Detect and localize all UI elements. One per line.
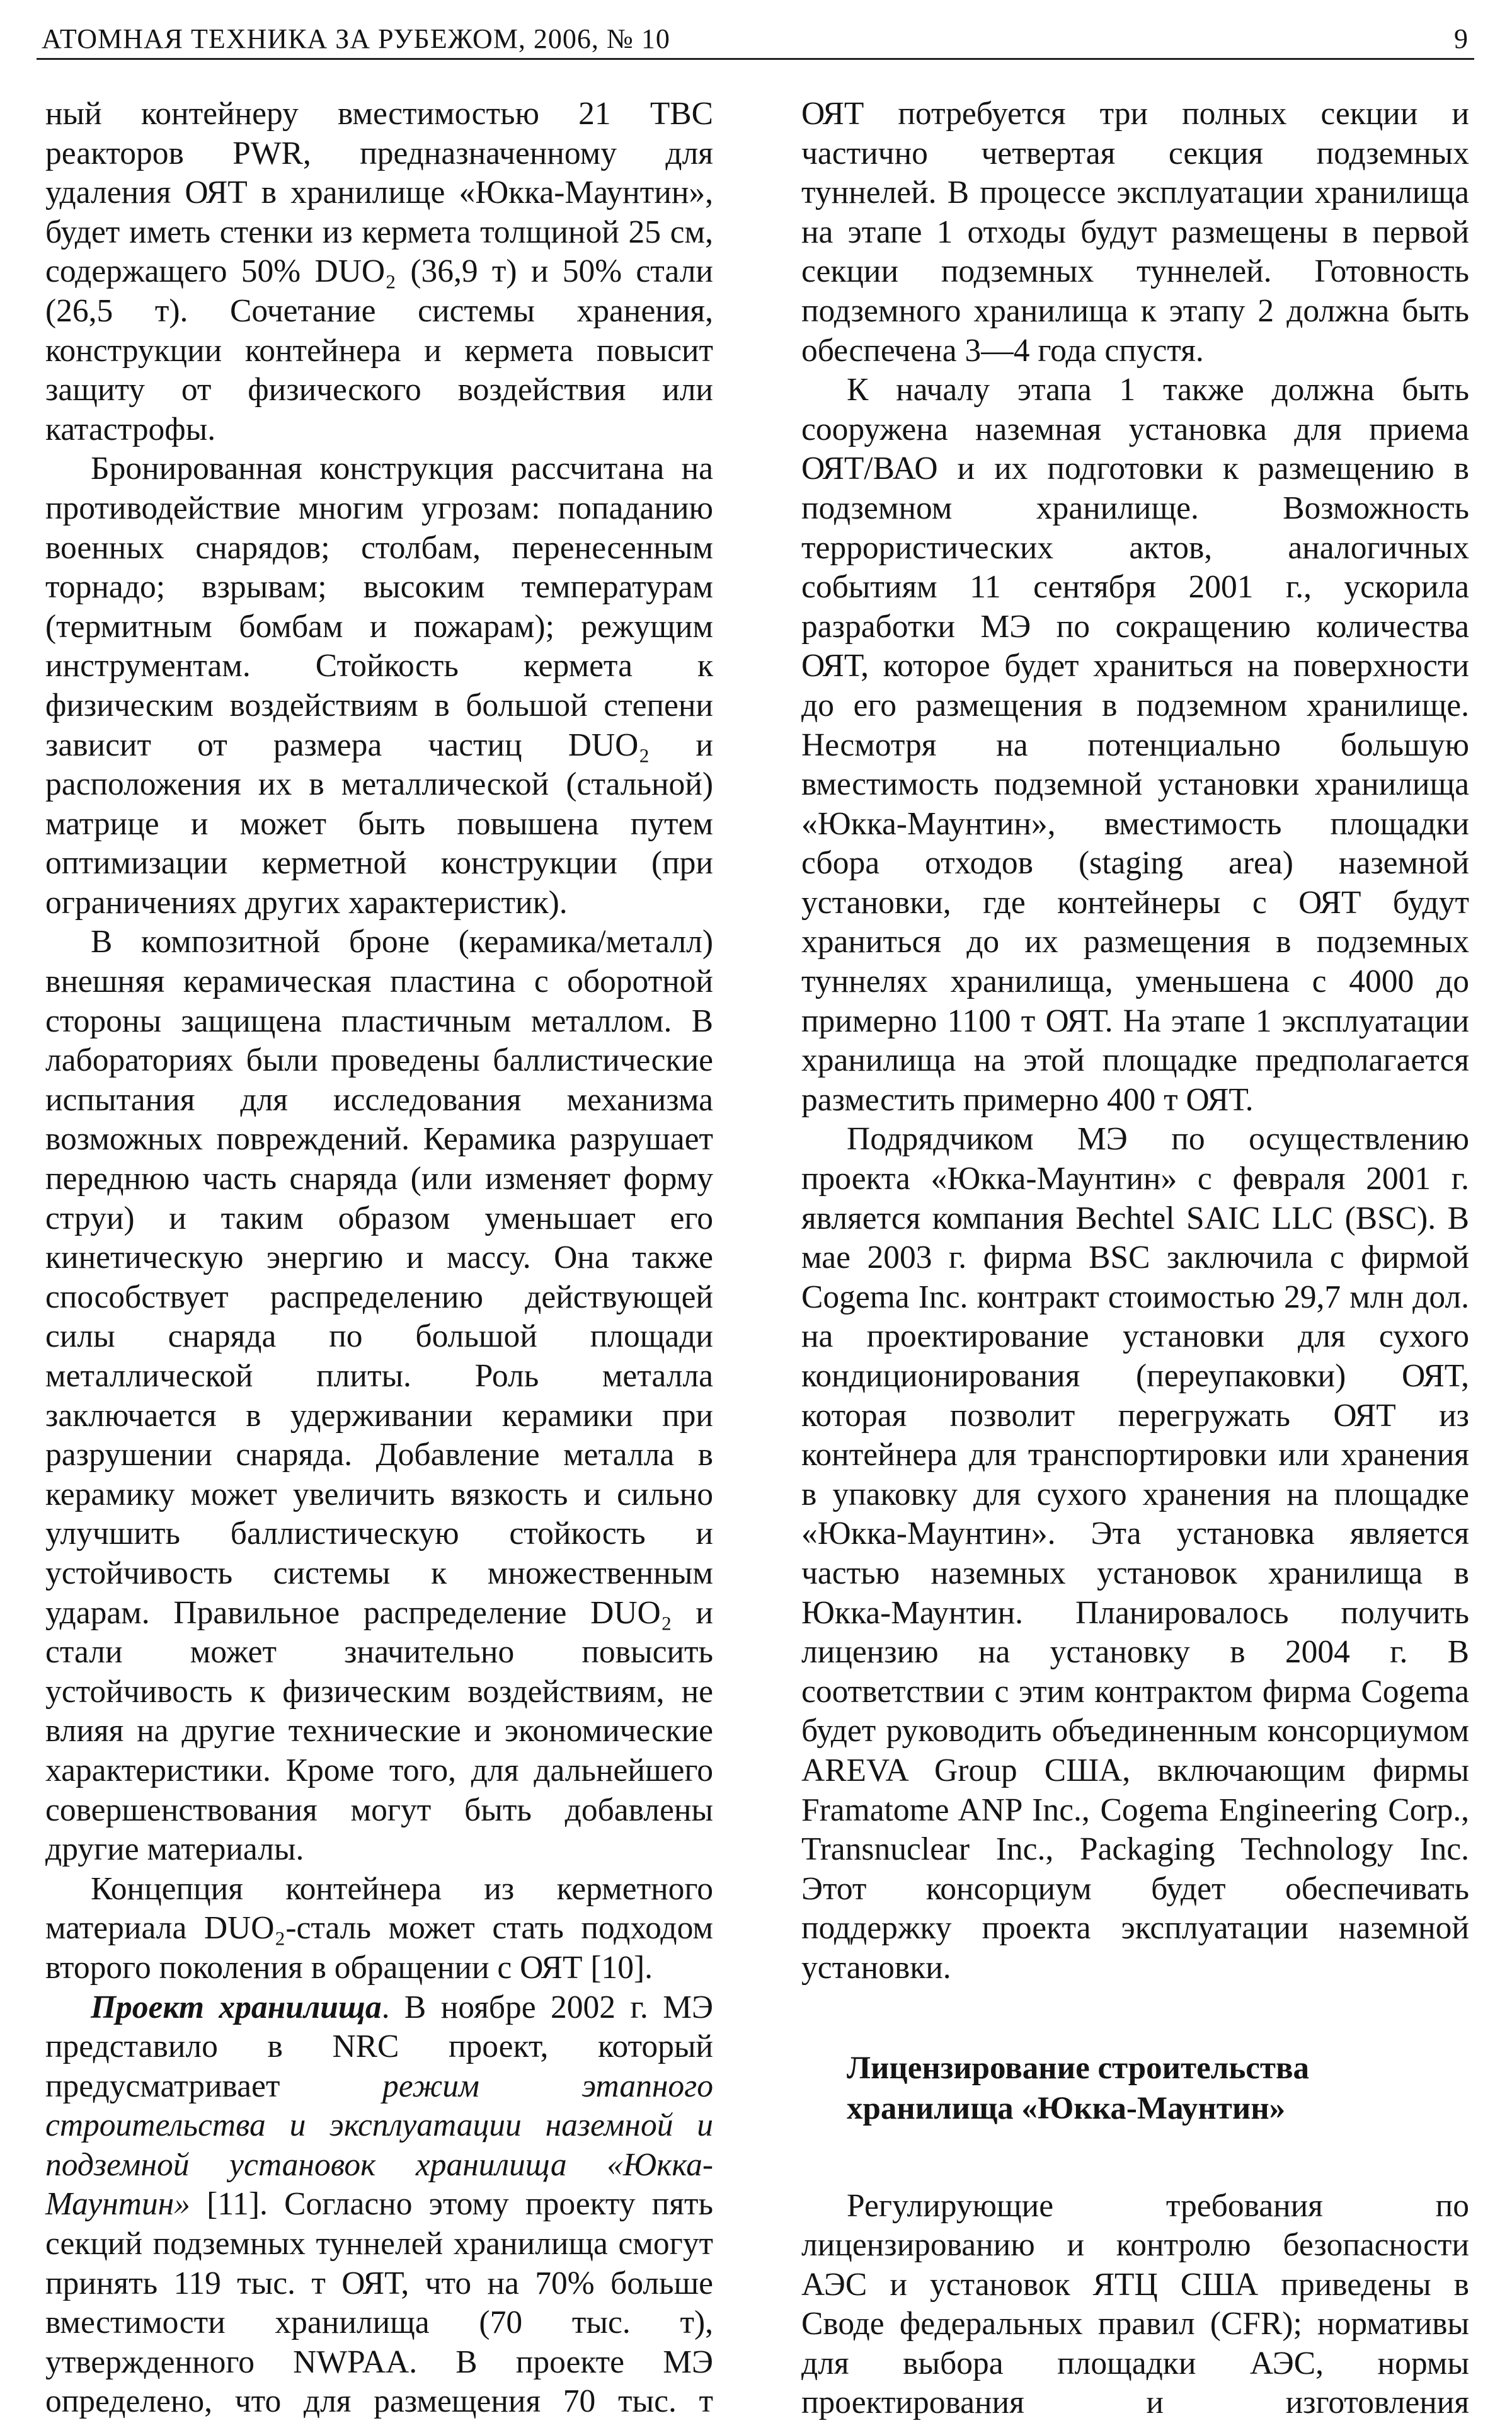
text-run: [11]. Согласно этому проекту пять секций подземных туннелей хранилища смогут принять 119 тыс. т ОЯТ, что на 70% больше вместимости хранилища (70 тыс. т), утвержденного NWPAA. В проекте МЭ определено, что для размещения 70 тыс. т <box>45 2186 713 2419</box>
running-header <box>37 19 1474 60</box>
run-in-heading: Проект хранилища <box>91 1989 382 2025</box>
paragraph-continued: ОЯТ потребуется три полных секции и частично четвертая секция подземных туннелей. В процессе эксплуатации хранилища на этапе 1 отходы будут размещены в первой секции подземных туннелей. Готовность подземного хранилища к этапу 2 должна быть обеспечена 3—4 года спустя. <box>801 95 1469 371</box>
paragraph-armor: Бронированная конструкция рассчитана на противодействие многим угрозам: попаданию военных снарядов; столбам, перенесенным торнадо; взрывам; высоким температурам (термитным бомбам и пожарам); режущим инструментам. Стойкость кермета к физическим воздействиям в большой степени зависит от размера частиц DUO₂ и расположения их в металлической (стальной) матрице и может быть повышена путем оптимизации керметной конструкции (при ограничениях других характеристик). <box>45 449 713 923</box>
paragraph-contractor: Подрядчиком МЭ по осуществлению проекта «Юкка-Маунтин» с февраля 2001 г. является компания Bechtel SAIC LLC (BSC). В мае 2003 г. фирма BSC заключила с фирмой Cogema Inc. контракт стоимостью 29,7 млн дол. на проектирование установки для сухого кондиционирования (переупаковки) ОЯТ, которая позволит перегружать ОЯТ из контейнера для транспортировки или хранения в упаковку для сухого хранения на площадке «Юкка-Маунтин». Эта установка является частью наземных установок хранилища в Юкка-Маунтин. Планировалось получить лицензию на установку в 2004 г. В соответствии с этим контрактом фирма Cogema будет руководить объединенным консорциумом AREVA Group США, включающим фирмы Framatome ANP Inc., Cogema Engineering Corp., Transnuclear Inc., Packaging Technology Inc. Этот консорциум будет обеспечивать поддержку проекта эксплуатации наземной установки. <box>801 1120 1469 1988</box>
paragraph-continued: ный контейнеру вместимостью 21 ТВС реакторов PWR, предназначенному для удаления ОЯТ в хранилище «Юкка-Маунтин», будет иметь стенки из кермета толщиной 25 см, содержащего 50% DUO₂ (36,9 т) и 50% стали (26,5 т). Сочетание системы хранения, конструкции контейнера и кермета повысит защиту от физического воздействия или катастрофы. <box>45 95 713 449</box>
journal-title: АТОМНАЯ ТЕХНИКА ЗА РУБЕЖОМ, 2006, № 10 <box>42 23 670 55</box>
paragraph-repository-project <box>45 1988 713 2422</box>
paragraph-concept: Концепция контейнера из керметного материала DUO₂-сталь может стать подходом второго поколения в обращении с ОЯТ [10]. <box>45 1870 713 1988</box>
left-column <box>45 95 713 2422</box>
page-number: 9 <box>1454 23 1468 55</box>
italic-phrase: режим этапного строительства и эксплуатации наземной и подземной установок хранилища «Юкка-Маунтин» <box>45 2068 713 2223</box>
heading-line-2: хранилища «Юкка-Маунтин» <box>847 2088 1469 2129</box>
right-column <box>801 95 1469 2423</box>
paragraph-stage1: К началу этапа 1 также должна быть сооружена наземная установка для приема ОЯТ/ВАО и их подготовки к размещению в подземном хранилище. Возможность террористических актов, аналогичных событиям 11 сентября 2001 г., ускорила разработки МЭ по сокращению количества ОЯТ, которое будет храниться на поверхности до его размещения в подземном хранилище. Несмотря на потенциально большую вместимость подземной установки хранилища «Юкка-Маунтин», вместимость площадки сбора отходов (staging area) наземной установки, где контейнеры с ОЯТ будут храниться до их размещения в подземных туннелях хранилища, уменьшена с 4000 до примерно 1100 т ОЯТ. На этапе 1 эксплуатации хранилища на этой площадке предполагается разместить примерно 400 т ОЯТ. <box>801 371 1469 1120</box>
section-heading <box>801 2048 1469 2129</box>
text-run: . В ноябре 2002 г. МЭ представило в NRC проект, который предусматривает <box>45 1989 713 2104</box>
paragraph-composite: В композитной броне (керамика/металл) внешняя керамическая пластина с оборотной стороны защищена пластичным металлом. В лабораториях были проведены баллистические испытания для исследования механизма возможных повреждений. Керамика разрушает переднюю часть снаряда (или изменяет форму струи) и таким образом уменьшает его кинетическую энергию и массу. Она также способствует распределению действующей силы снаряда по большой площади металлической плиты. Роль металла заключается в удерживании керамики при разрушении снаряда. Добавление металла в керамику может увеличить вязкость и сильно улучшить баллистическую стойкость и устойчивость системы к множественным ударам. Правильное распределение DUO₂ и стали может значительно повысить устойчивость к физическим воздействиям, не влияя на другие технические и экономические характеристики. Кроме того, для дальнейшего совершенствования могут быть добавлены другие материалы. <box>45 923 713 1869</box>
heading-line-1: Лицензирование строительства <box>847 2048 1469 2088</box>
paragraph-licensing: Регулирующие требования по лицензированию и контролю безопасности АЭС и установок ЯТЦ США приведены в Своде федеральных правил (CFR); нормативы для выбора площадки АЭС, нормы проектирования и изготовления <box>801 2187 1469 2423</box>
